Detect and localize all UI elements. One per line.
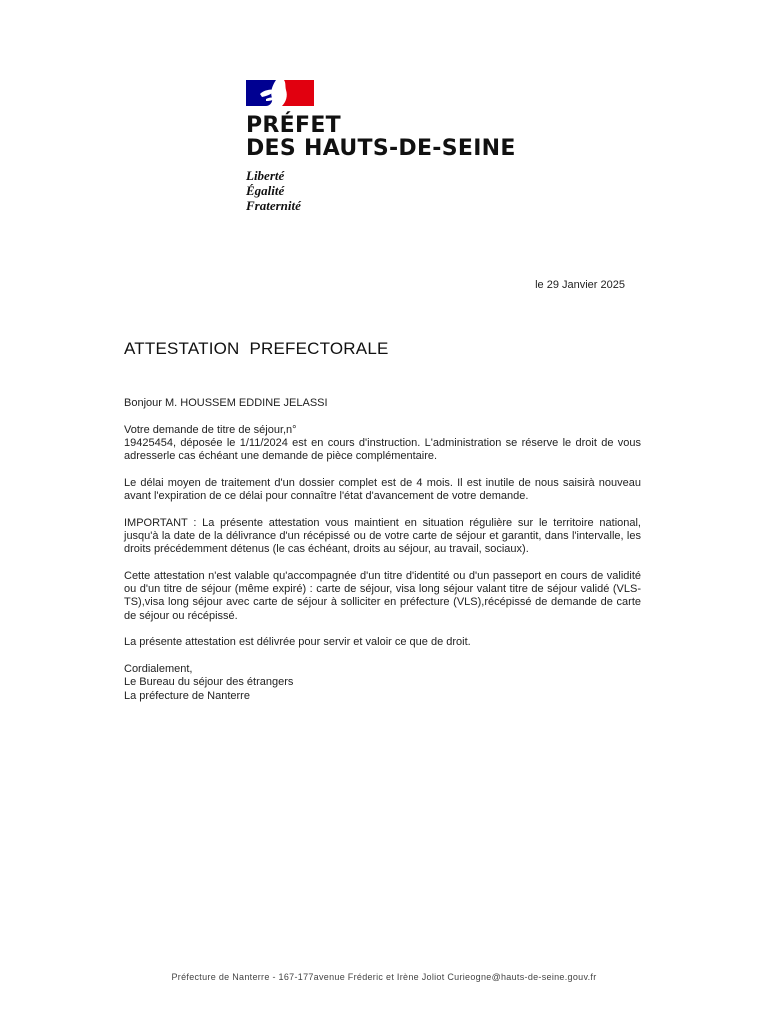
signature-line2: Le Bureau du séjour des étrangers <box>124 676 294 689</box>
demande-line2: 19425454, déposée le 1/11/2024 est en cours d'instruction. L'administration se réserve le droit de vous adresserle cas échéant une demande de pièce complémentaire. <box>124 436 641 463</box>
motto-fraternite: Fraternité <box>246 198 301 213</box>
demande-line1: Votre demande de titre de séjour,n° <box>124 423 297 436</box>
signature-line3: La préfecture de Nanterre <box>124 689 250 702</box>
important-paragraph: IMPORTANT : La présente attestation vous maintient en situation régulière sur le territoire national, jusqu'à la date de la délivrance d'un récépissé ou de votre carte de séjour et garantit, dans l'intervalle, les droits précédemment détenus (le cas échéant, droits au séjour, au travail, sociaux). <box>124 516 641 556</box>
motto-liberte: Liberté <box>246 168 285 183</box>
republic-motto <box>246 168 536 213</box>
prefet-title-line1: PRÉFET <box>246 113 341 138</box>
prefet-title-line2: DES HAUTS-DE-SEINE <box>246 136 516 161</box>
signature-line1: Cordialement, <box>124 662 193 675</box>
marianne-flag-icon <box>246 80 314 106</box>
validite-paragraph: Cette attestation n'est valable qu'accompagnée d'un titre d'identité ou d'un passeport en cours de validité ou d'un titre de séjour (même expiré) : carte de séjour, visa long séjour valant titre de séjour validé (VLS-TS),visa long séjour avec carte de séjour à solliciter en préfecture (VLS),récépissé de demande de carte de séjour ou récépissé. <box>124 569 641 622</box>
prefet-title <box>246 114 536 160</box>
document-body <box>124 397 641 716</box>
signature <box>124 663 641 703</box>
document-date: le 29 Janvier 2025 <box>535 279 625 291</box>
greeting: Bonjour M. HOUSSEM EDDINE JELASSI <box>124 397 328 409</box>
motto-egalite: Égalité <box>246 183 285 198</box>
delai-paragraph: Le délai moyen de traitement d'un dossier complet est de 4 mois. Il est inutile de nous saisirà nouveau avant l'expiration de ce délai pour connaître l'état d'avancement de votre demande. <box>124 476 641 503</box>
delivree-paragraph: La présente attestation est délivrée pour servir et valoir ce que de droit. <box>124 636 471 649</box>
document-heading: ATTESTATION PREFECTORALE <box>124 339 389 358</box>
prefecture-logo <box>246 80 536 213</box>
page-footer: Préfecture de Nanterre - 167-177avenue Fréderic et Irène Joliot Curieogne@hauts-de-seine.gouv.fr <box>171 972 597 982</box>
demande-paragraph <box>124 424 641 464</box>
